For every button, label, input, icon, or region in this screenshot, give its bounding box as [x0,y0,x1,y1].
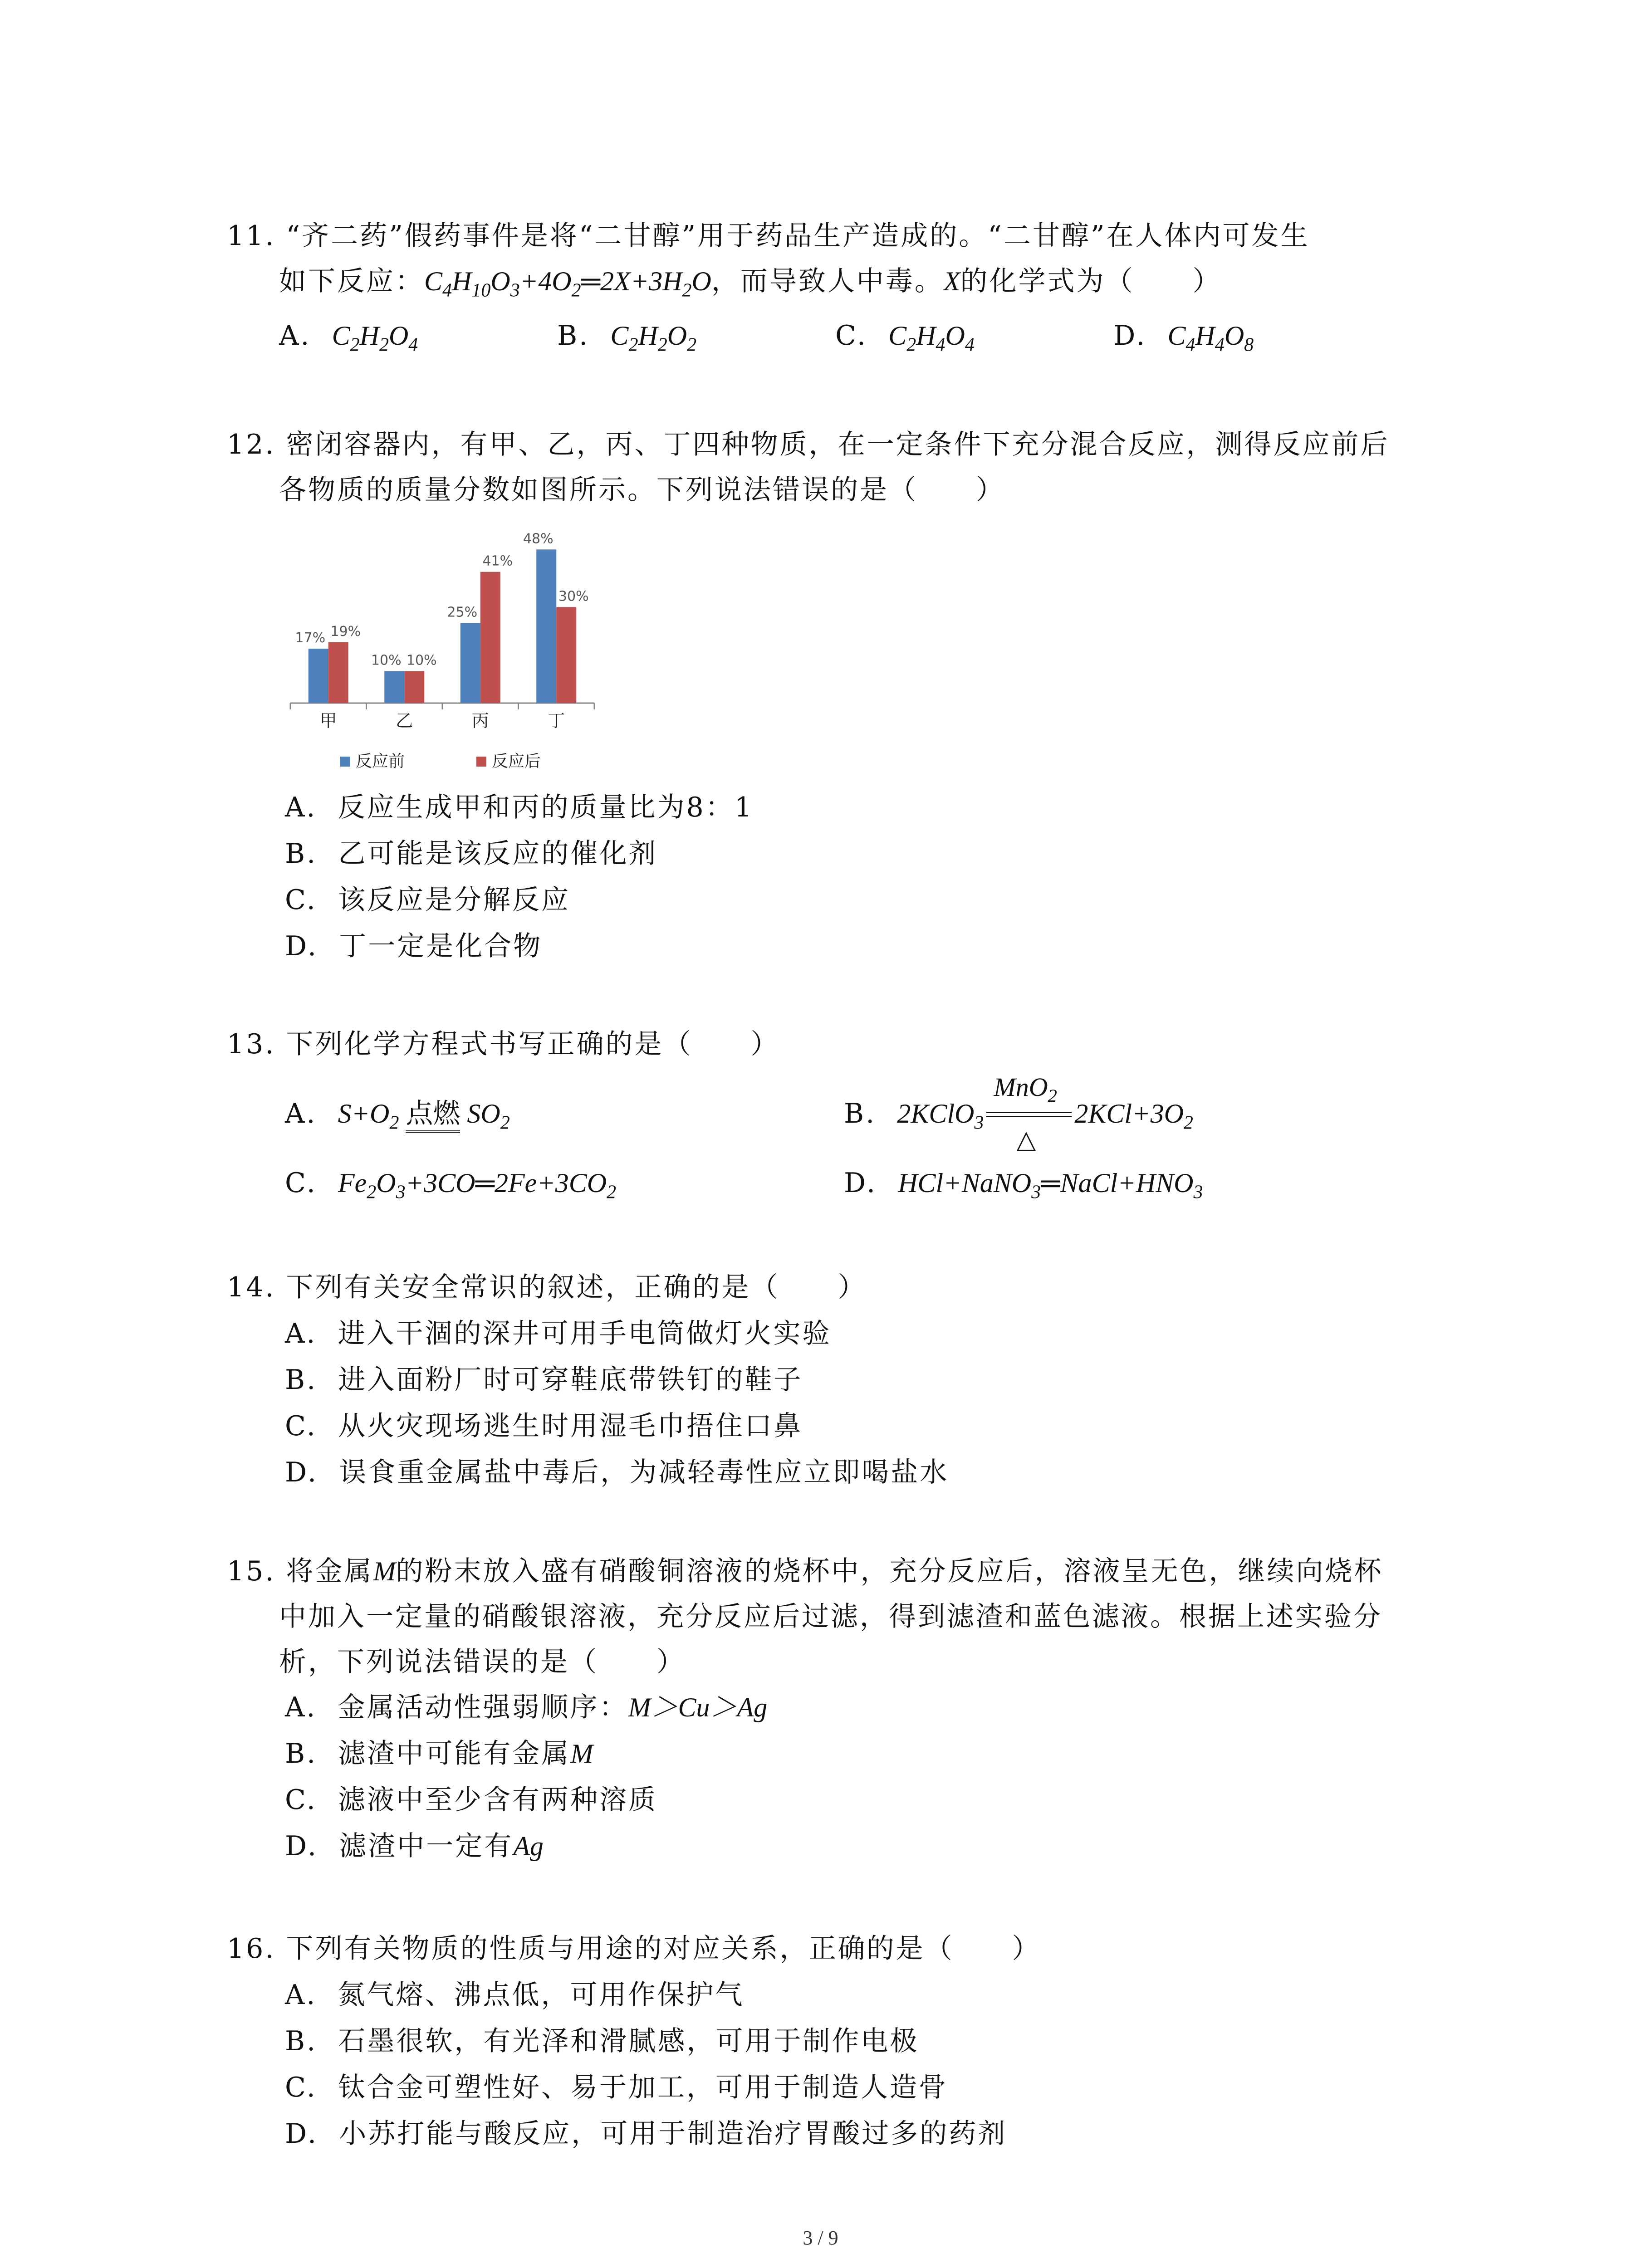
question-number: 11. [227,220,276,252]
option-label: B. [557,320,590,352]
q16-option-a[interactable] [285,1977,745,2013]
option-formula: $C_2H_4O_4$ [888,321,975,356]
option-label: D. [844,1167,877,1199]
q11-stem-4: 的化学式为（ ） [960,265,1222,297]
option-label: D. [285,1457,318,1488]
option-text: 滤渣中可能有金属 [338,1738,571,1769]
option-text: 从火灾现场逃生时用湿毛巾捂住口鼻 [338,1410,803,1442]
q15-line3 [279,1644,686,1680]
option-text: 滤液中至少含有两种溶质 [338,1784,657,1816]
option-formula: $C_2H_2O_4$ [332,321,418,356]
data-label: 25% [447,604,478,621]
data-label: 48% [523,531,554,547]
q12-option-d[interactable] [285,928,542,964]
option-label: B. [285,2025,318,2057]
q13-line1 [227,1026,780,1062]
q13-option-c[interactable] [285,1165,616,1201]
q12-line1 [227,426,1390,463]
option-text: 丁一定是化合物 [339,930,543,962]
q11-option-b[interactable] [557,318,825,354]
q14-option-a[interactable] [285,1315,832,1352]
q15-stem-3: 中加入一定量的硝酸银溶液，充分反应后过滤，得到滤渣和蓝色滤液。根据上述实验分 [279,1601,1382,1633]
option-label: A. [285,1979,317,2011]
option-label: A. [279,320,311,352]
q15-line1 [227,1553,1383,1589]
option-label: B. [285,838,318,870]
option-label: B. [285,1364,318,1396]
bar-反应后-丙 [480,572,500,703]
bar-反应前-乙 [384,671,404,703]
q16-option-c[interactable] [285,2069,948,2106]
option-text: 乙可能是该反应的催化剂 [338,838,658,870]
option-formula: $C_4H_4O_8$ [1167,321,1254,356]
q13-stem: 下列化学方程式书写正确的是（ ） [286,1028,780,1060]
option-text: 氮气熔、沸点低，可用作保护气 [338,1979,745,2011]
page-number: 3 / 9 [803,2227,838,2249]
category-label: 丁 [548,711,565,731]
q11-line2 [279,263,1222,299]
option-label: C. [285,2072,317,2103]
option-equation: $HCl+NaNO_3═NaCl+HNO_3$ [898,1168,1203,1203]
q12-option-b[interactable] [285,836,657,872]
q14-option-c[interactable] [285,1408,803,1444]
question-number: 12. [227,429,276,460]
option-label: C. [285,1167,317,1199]
q12-option-c[interactable] [285,882,570,918]
option-label: C. [285,1784,317,1816]
q15-option-d[interactable] [285,1828,544,1864]
q13-option-a[interactable] [285,1095,510,1132]
q14-line1 [227,1269,867,1305]
option-label: A. [285,1691,317,1723]
option-formula: Ag [513,1831,544,1861]
option-text: 进入干涸的深井可用手电筒做灯火实验 [338,1318,832,1349]
option-label: A. [285,792,317,823]
q15-metal-m: M [373,1556,396,1586]
option-text: 该反应是分解反应 [338,884,570,916]
question-number: 16. [227,1933,276,1965]
option-text: 小苏打能与酸反应，可用于制造治疗胃酸过多的药剂 [339,2118,1007,2150]
option-label: C. [285,884,317,916]
option-equation: $S+O_2$ 点燃 $SO_2$ [338,1098,510,1134]
q15-line2 [279,1598,1382,1635]
q11-line1 [227,218,1310,254]
option-label: B. [285,1738,318,1769]
q11-option-a[interactable] [279,318,547,354]
bar-反应后-乙 [404,671,424,703]
data-label: 10% [371,652,402,669]
question-number: 13. [227,1028,276,1060]
data-label: 10% [406,652,437,669]
data-label: 41% [482,553,513,569]
option-label: D. [285,1830,318,1862]
q12-option-a[interactable] [285,789,754,826]
legend-label: 反应后 [492,752,541,771]
reaction-condition: 点燃 [406,1098,460,1133]
option-equation: $Fe_2O_3+3CO═2Fe+3CO_2$ [338,1168,617,1203]
legend-label: 反应前 [356,752,405,771]
q15-option-b[interactable] [285,1735,593,1772]
bar-反应前-丙 [460,623,480,703]
chart-plot-area [290,531,594,771]
question-number: 14. [227,1271,276,1303]
q15-option-a[interactable] [285,1689,767,1725]
q11-stem-3: ，而导致人中毒。 [711,265,944,297]
mass-fraction-bar-chart [277,522,622,789]
category-label: 丙 [471,711,489,731]
category-label: 甲 [319,711,337,731]
question-number: 15. [227,1555,276,1587]
option-text: 滤渣中一定有 [339,1830,514,1862]
q16-line1 [227,1931,1041,1967]
data-label: 19% [330,623,361,640]
bar-反应前-甲 [309,649,328,703]
option-text: 进入面粉厂时可穿鞋底带铁钉的鞋子 [338,1364,803,1396]
bar-反应后-丁 [556,607,576,703]
q11-x: X [943,266,960,296]
q11-equation: $C_4H_{10}O_3+4O_2═2X+3H_2O$ [424,266,711,301]
q11-option-d[interactable] [1113,318,1254,354]
option-text: 石墨很软，有光泽和滑腻感，可用于制作电极 [338,2025,919,2057]
option-formula: M＞Cu＞Ag [628,1692,768,1722]
option-text: 金属活动性强弱顺序： [338,1691,628,1723]
option-text: 误食重金属盐中毒后，为减轻毒性应立即喝盐水 [339,1457,949,1488]
q15-option-c[interactable] [285,1782,657,1818]
equals-sign [986,1112,1072,1117]
option-label: B. [844,1098,877,1129]
q12-line2 [279,472,1005,508]
bar-反应前-丁 [536,549,556,703]
q14-option-b[interactable] [285,1362,803,1398]
option-label: C. [285,1410,317,1442]
q12-stem-2: 各物质的质量分数如图所示。下列说法错误的是（ ） [279,474,1005,506]
heat-symbol: △ [1016,1126,1036,1154]
option-text: 反应生成甲和丙的质量比为8：1 [338,792,754,823]
q16-option-b[interactable] [285,2023,919,2059]
data-label: 30% [558,588,589,605]
q11-stem: “齐二药”假药事件是将“二甘醇”用于药品生产造成的。“二甘醇”在人体内可发生 [286,220,1310,252]
option-label: A. [285,1098,317,1129]
data-label: 17% [295,630,326,646]
q15-stem: 将金属 [286,1555,373,1587]
option-formula: $C_2H_2O_2$ [610,321,697,356]
option-label: D. [1113,320,1147,352]
category-label: 乙 [396,711,413,731]
q14-stem: 下列有关安全常识的叙述，正确的是（ ） [286,1271,867,1303]
catalyst-label: MnO$_2$ [994,1072,1057,1106]
q11-option-c[interactable] [835,318,1103,354]
q13-option-d[interactable] [844,1165,1203,1201]
legend-swatch [340,757,350,767]
q15-stem-2: 的粉末放入盛有硝酸铜溶液的烧杯中，充分反应后，溶液呈无色，继续向烧杯 [396,1555,1383,1587]
q13-option-b[interactable] [844,1072,1193,1154]
option-label: C. [835,320,867,352]
option-text: 钛合金可塑性好、易于加工，可用于制造人造骨 [338,2072,948,2103]
option-equation: 2KClO$_3$ MnO$_2$ △ $2KCl+3O_2$ [897,1099,1193,1129]
q16-option-d[interactable] [285,2116,1007,2152]
q16-stem: 下列有关物质的性质与用途的对应关系，正确的是（ ） [286,1933,1041,1965]
q11-stem-2: 如下反应： [279,265,424,297]
option-formula: M [570,1739,593,1769]
q15-stem-4: 析，下列说法错误的是（ ） [279,1646,686,1678]
bar-反应后-甲 [328,642,348,703]
option-label: A. [285,1318,317,1349]
q11-options [279,318,1254,354]
q12-stem: 密闭容器内，有甲、乙，丙、丁四种物质，在一定条件下充分混合反应，测得反应前后 [286,429,1390,460]
q14-option-d[interactable] [285,1454,949,1491]
option-label: D. [285,930,318,962]
legend-swatch [476,757,486,767]
option-label: D. [285,2118,318,2150]
